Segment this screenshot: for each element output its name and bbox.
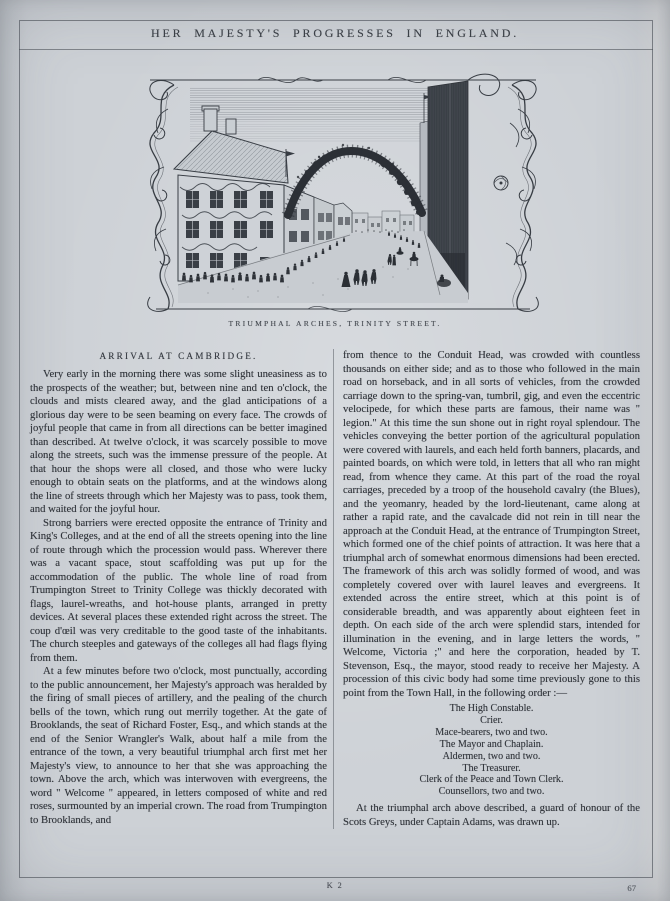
flag [286,151,295,157]
article-paragraph: from thence to the Conduit Head, was crowded with countless thousands on either side; and as to those who followed in the main road on horseback, and in all sorts of vehicles, from the crowded carriage down to the spring-van, tumbril, gig, and even the eccentric velocipede, for which these parts are famous, their name was " legion." At this time the sun shone out in right royal splendour. The vehicles conveying the better portion of the agricultural population were covered with laurels, and each held forth banners, placards, and painted boards, on which were told, in letters that all who ran might read, from whence they came. At this part of the road the royal carriages, preceded by a troop of the household cavalry (the Blues), and the yeomanry, headed by the lord-lieutenant, came along at rather a rapid rate, and the cavalcade did not rein in till near the approach at the Conduit Head, at the entrance of Trumpington Street, which formed one of the chief points of attraction. It was here that a triumphal arch of somewhat enormous dimensions had been erected. The framework of this arch was solidly formed of wood, and was completely covered over with laurel leaves and evergreens. It extended across the entire street, which at this point is of considerable breadth, and was apparently about eighteen feet in depth. On each side of the arch were splendid stars, intended for illumination in the evening, and in large letters the words, " Welcome, Victoria ;" and here the corporation, headed by T. Stevenson, Esq., the mayor, stood ready to receive her Majesty. A procession of this civic body had some time previously gone to this point from the Town Hall, in the following order :— [343,349,640,699]
procession-line: Counsellors, two and two. [438,786,545,798]
article-paragraph: Very early in the morning there was some slight uneasiness as to the prospects of the weather; but, between nine and ten o'clock, the clouds and mists cleared away, and the glad anticipations of a glorious day were to be seen beaming on every face. The crowds of joyful people that came in from all directions can be better imagined than described. At twelve o'clock, it was scarcely possible to move along the streets, such was the immense pressure of the people. At that hour the shops were all closed, and those who were lucky enough to obtain seats on the platforms, and at the windows along the line of streets through which her Majesty was to pass, took them, and waited for the joyful hour. [30,368,327,515]
procession-order-list [343,703,640,798]
procession-line: The High Constable. [449,703,534,714]
page-header-title: HER MAJESTY'S PROGRESSES IN ENGLAND. [151,26,519,40]
procession-line: Crier. [480,714,503,726]
procession-line: Clerk of the Peace and Town Clerk. [419,774,564,786]
header-rule [19,49,653,50]
article-paragraph: At the triumphal arch above described, a guard of honour of the Scots Greys, under Captain Adams, was drawn up. [343,802,640,828]
procession-line: Mace-bearers, two and two. [435,726,548,738]
signature-mark: K 2 [326,881,344,890]
right-column [343,349,640,829]
trinity-street-engraving [138,63,548,316]
article-heading: ARRIVAL AT CAMBRIDGE. [99,351,258,361]
illustration-caption: TRIUMPHAL ARCHES, TRINITY STREET. [228,319,442,328]
left-column [30,349,327,829]
procession-line: Aldermen, two and two. [442,750,541,762]
engraving-illustration [138,63,548,316]
procession-line: The Treasurer. [462,762,521,774]
article-paragraph: At a few minutes before two o'clock, most punctually, according to the public announcement, her Majesty's approach was heralded by the firing of small pieces of artillery, and the pealing of the church bells of the town, which rung out merrily together. At the gate of Brooklands, the seat of Richard Foster, Esq., and which stands at the end of the Senior Wrangler's Walk, about half a mile from the entrance of the town, a very beautiful triumphal arch first met her Majesty's view, to announce to her that she was approaching the town. Above the arch, which was interwoven with evergreens, the word " Welcome " appeared, in letters composed of white and red roses, surmounted by an imperial crown. The road from Trumpington to Brooklands, and [30,665,327,826]
article-columns [30,349,642,829]
column-divider [333,349,334,829]
article-paragraph: Strong barriers were erected opposite the entrance of Trinity and King's Colleges, and at the end of all the streets opening into the line of route through which the procession would pass. Wherever there was a vacant space, stout scaffolding was put up for the accommodation of the public. The whole line of road from Trumpington Street to Trinity College was thickly decorated with flags, laurel-wreaths, and hot-house plants, arranged in pretty devices. At several places these extended right across the street. The coup d'œil was very creditable to the good taste of the inhabitants. The church steeples and gateways of the colleges all had flags flying from them. [30,516,327,664]
page-number: 67 [627,883,636,893]
procession-line: The Mayor and Chaplain. [439,738,544,750]
